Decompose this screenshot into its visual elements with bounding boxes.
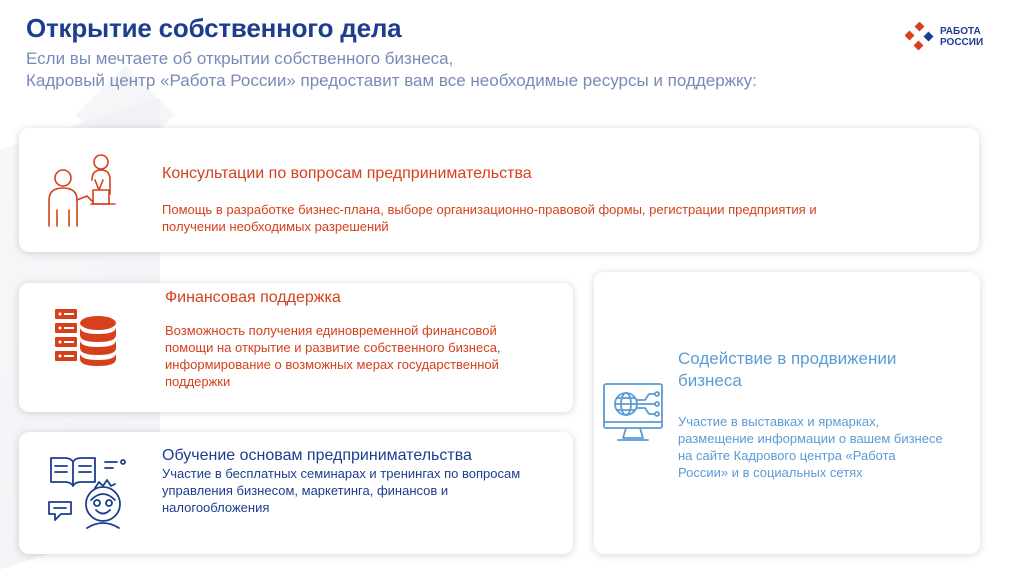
card-business-promotion-text-line-2: размещение информации о вашем бизнесе [678,431,943,446]
subtitle-line-2: Кадровый центр «Работа России» предоставит вам все необходимые ресурсы и поддержку: [26,71,757,90]
monitor-globe-icon [602,382,666,446]
card-business-promotion-title [678,348,896,392]
card-training-title: Обучение основам предпринимательства [162,447,472,464]
logo-text-line-2: РОССИИ [940,37,984,48]
card-business-promotion-text-line-1: Участие в выставках и ярмарках, [678,414,880,429]
card-training-text [162,465,520,516]
logo-text-line-1: РАБОТА [940,26,981,37]
logo-mark-icon [905,22,935,52]
card-business-promotion [594,272,980,554]
card-business-promotion-title-line-1: Содействие в продвижении [678,349,897,368]
card-consultations-text [162,201,817,235]
card-financial-support [19,283,573,412]
card-business-promotion-text [678,413,943,481]
page-subtitle [26,48,757,92]
card-consultations-text-line-2: получении необходимых разрешений [162,219,389,234]
card-business-promotion-text-line-4: России» и в социальных сетях [678,465,863,480]
card-consultations-text-line-1: Помощь в разработке бизнес-плана, выборе организационно-правовой формы, регистрации предприятия и [162,202,817,217]
database-server-icon [53,305,119,367]
rabota-rossii-logo [905,22,983,52]
card-financial-support-text-line-1: Возможность получения единовременной финансовой [165,323,497,338]
card-financial-support-text-line-4: поддержки [165,374,231,389]
card-business-promotion-title-line-2: бизнеса [678,371,742,390]
logo-text [940,26,983,48]
card-financial-support-text-line-2: помощи на открытие и развитие собственного бизнеса, [165,340,501,355]
subtitle-line-1: Если вы мечтаете об открытии собственного бизнеса, [26,49,454,68]
card-financial-support-text [165,322,501,390]
page-title: Открытие собственного дела [26,13,402,43]
card-training-text-line-1: Участие в бесплатных семинарах и тренингах по вопросам [162,466,521,481]
card-consultations-title: Консультации по вопросам предпринимательства [162,165,532,182]
card-business-promotion-text-line-3: на сайте Кадрового центра «Работа [678,448,896,463]
card-training [19,432,573,554]
card-financial-support-title: Финансовая поддержка [165,289,341,306]
learning-icon [47,454,143,530]
card-training-text-line-2: управления бизнесом, маркетинга, финансов и [162,483,449,498]
card-financial-support-text-line-3: информирование о возможных мерах государственной [165,357,499,372]
consultation-icon [43,150,125,228]
card-consultations [19,128,979,252]
card-training-text-line-3: налогообложения [162,500,270,515]
